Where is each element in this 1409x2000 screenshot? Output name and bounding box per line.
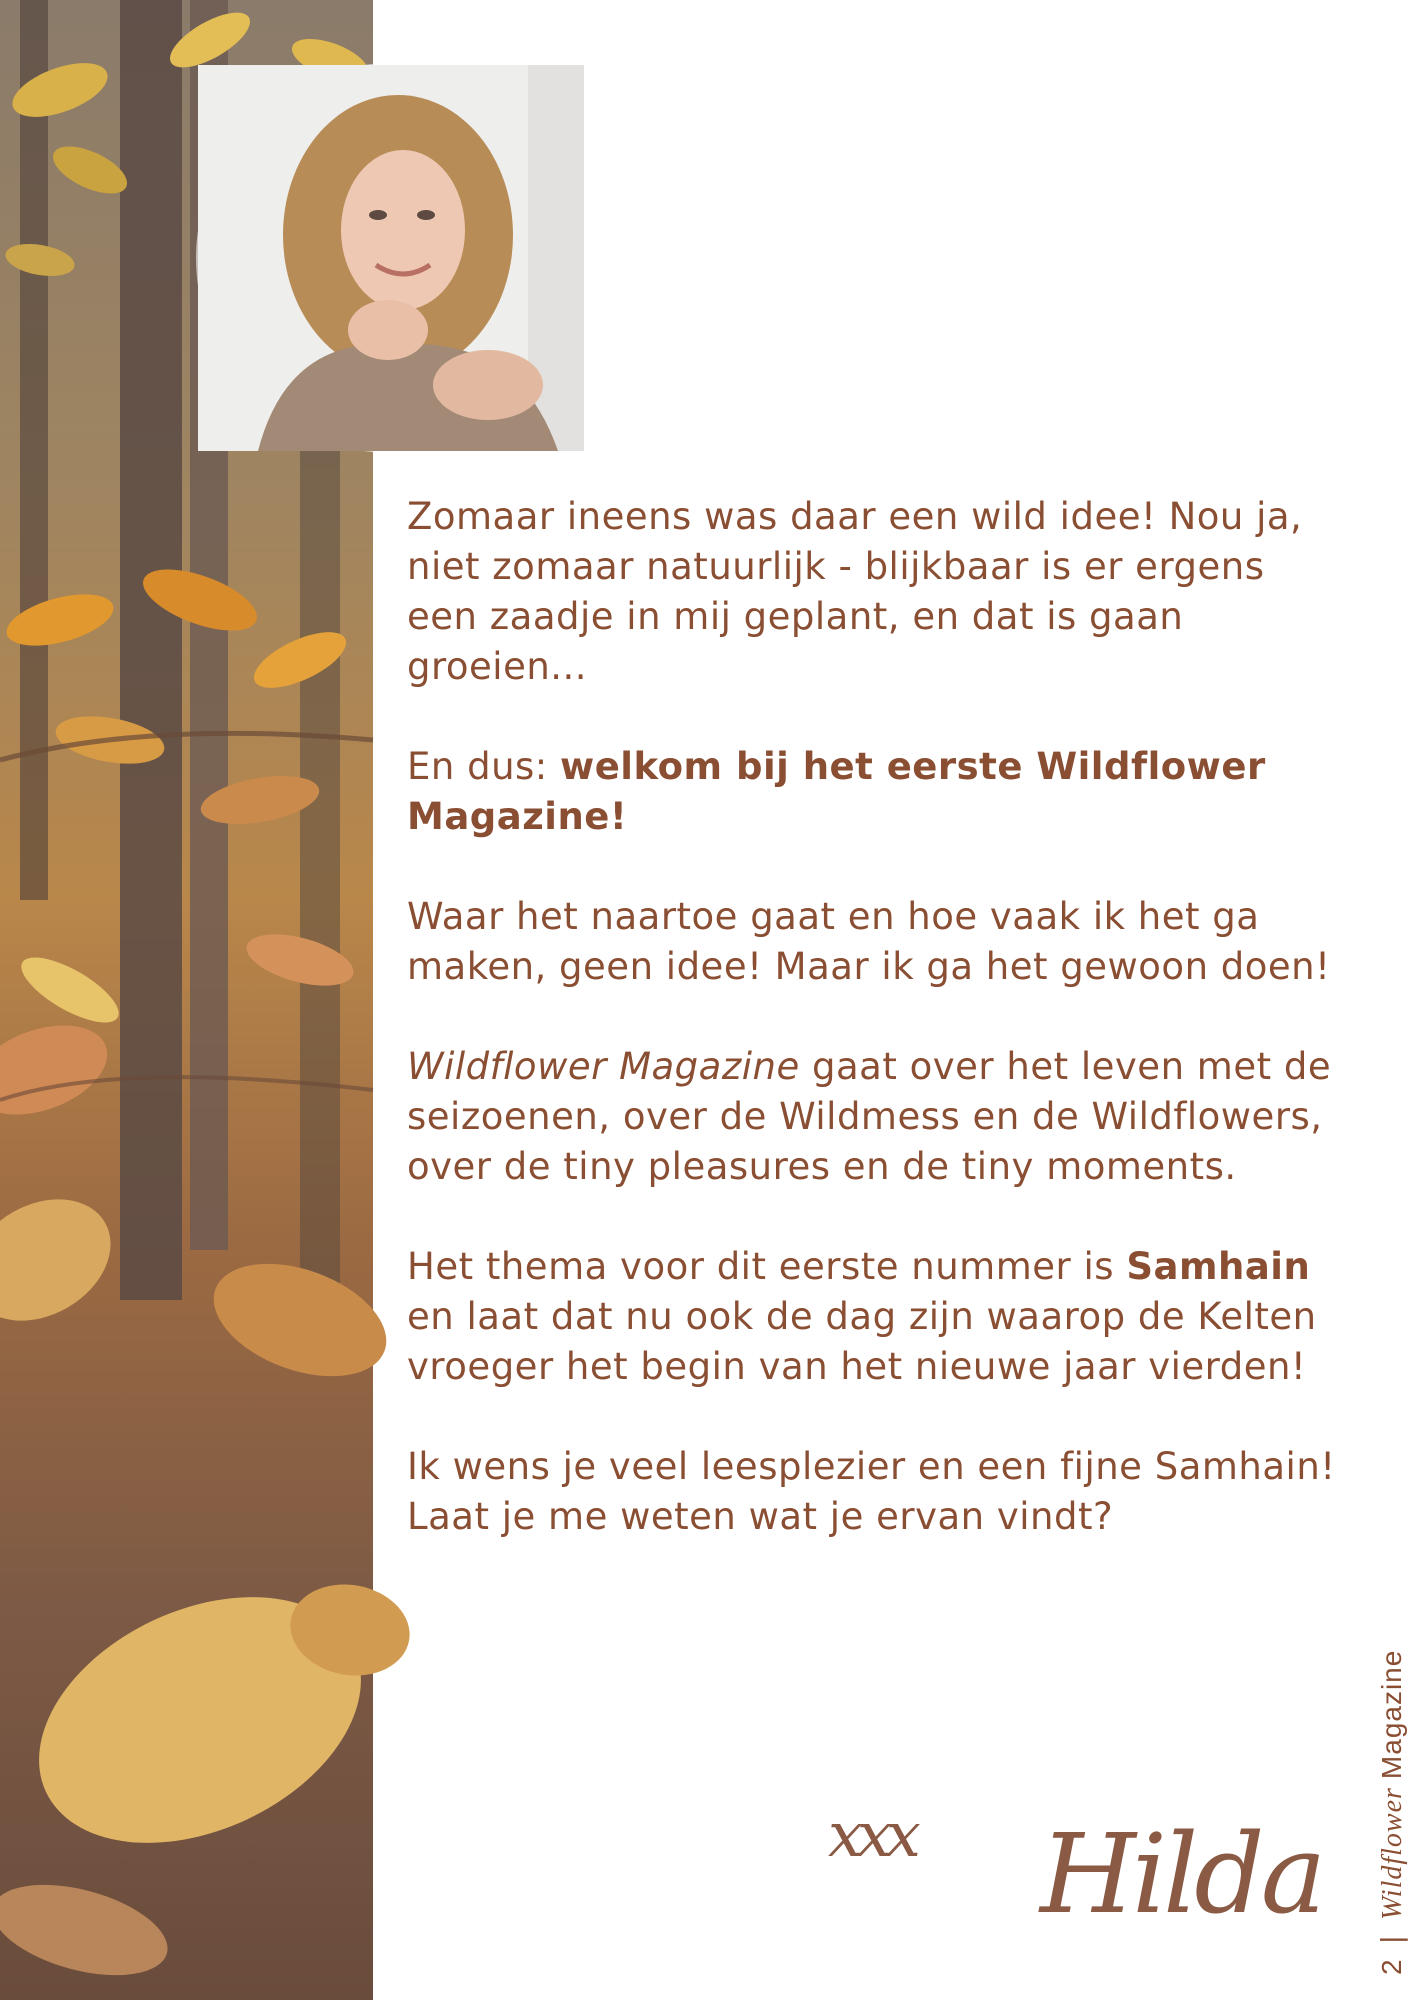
- page-folio: [1375, 1650, 1409, 1975]
- signature-name: Hilda: [1040, 1810, 1323, 1938]
- paragraph-closing: Ik wens je veel leesplezier en een fijne Samhain! Laat je me weten wat je ervan vindt?: [407, 1445, 1336, 1538]
- paragraph-about: Wildflower Magazine gaat over het leven met de seizoenen, over de Wildmess en de Wildflowers, over de tiny pleasures en de tiny moments.: [407, 1045, 1332, 1188]
- paragraph-theme: Het thema voor dit eerste nummer is Samhain en laat dat nu ook de dag zijn waarop de Kelten vroeger het begin van het nieuwe jaar vierden!: [407, 1245, 1317, 1388]
- paragraph-intro: Zomaar ineens was daar een wild idee! Nou ja, niet zomaar natuurlijk - blijkbaar is er ergens een zaadje in mij geplant, en dat is gaan groeien...: [407, 495, 1303, 688]
- editorial-letter: [407, 492, 1347, 1592]
- paragraph-welcome: En dus: welkom bij het eerste Wildflower Magazine!: [407, 745, 1266, 838]
- paragraph-plans: Waar het naartoe gaat en hoe vaak ik het ga maken, geen idee! Maar ik ga het gewoon doen!: [407, 895, 1331, 988]
- author-portrait: [198, 65, 584, 451]
- magazine-name-regular: Magazine: [1376, 1649, 1407, 1780]
- portrait-illustration: [198, 65, 584, 451]
- page-number: 2: [1376, 1958, 1407, 1975]
- magazine-name-italic: Wildflower: [1377, 1787, 1408, 1920]
- signature-kisses: xxx: [828, 1798, 915, 1871]
- folio-separator: |: [1375, 1933, 1408, 1945]
